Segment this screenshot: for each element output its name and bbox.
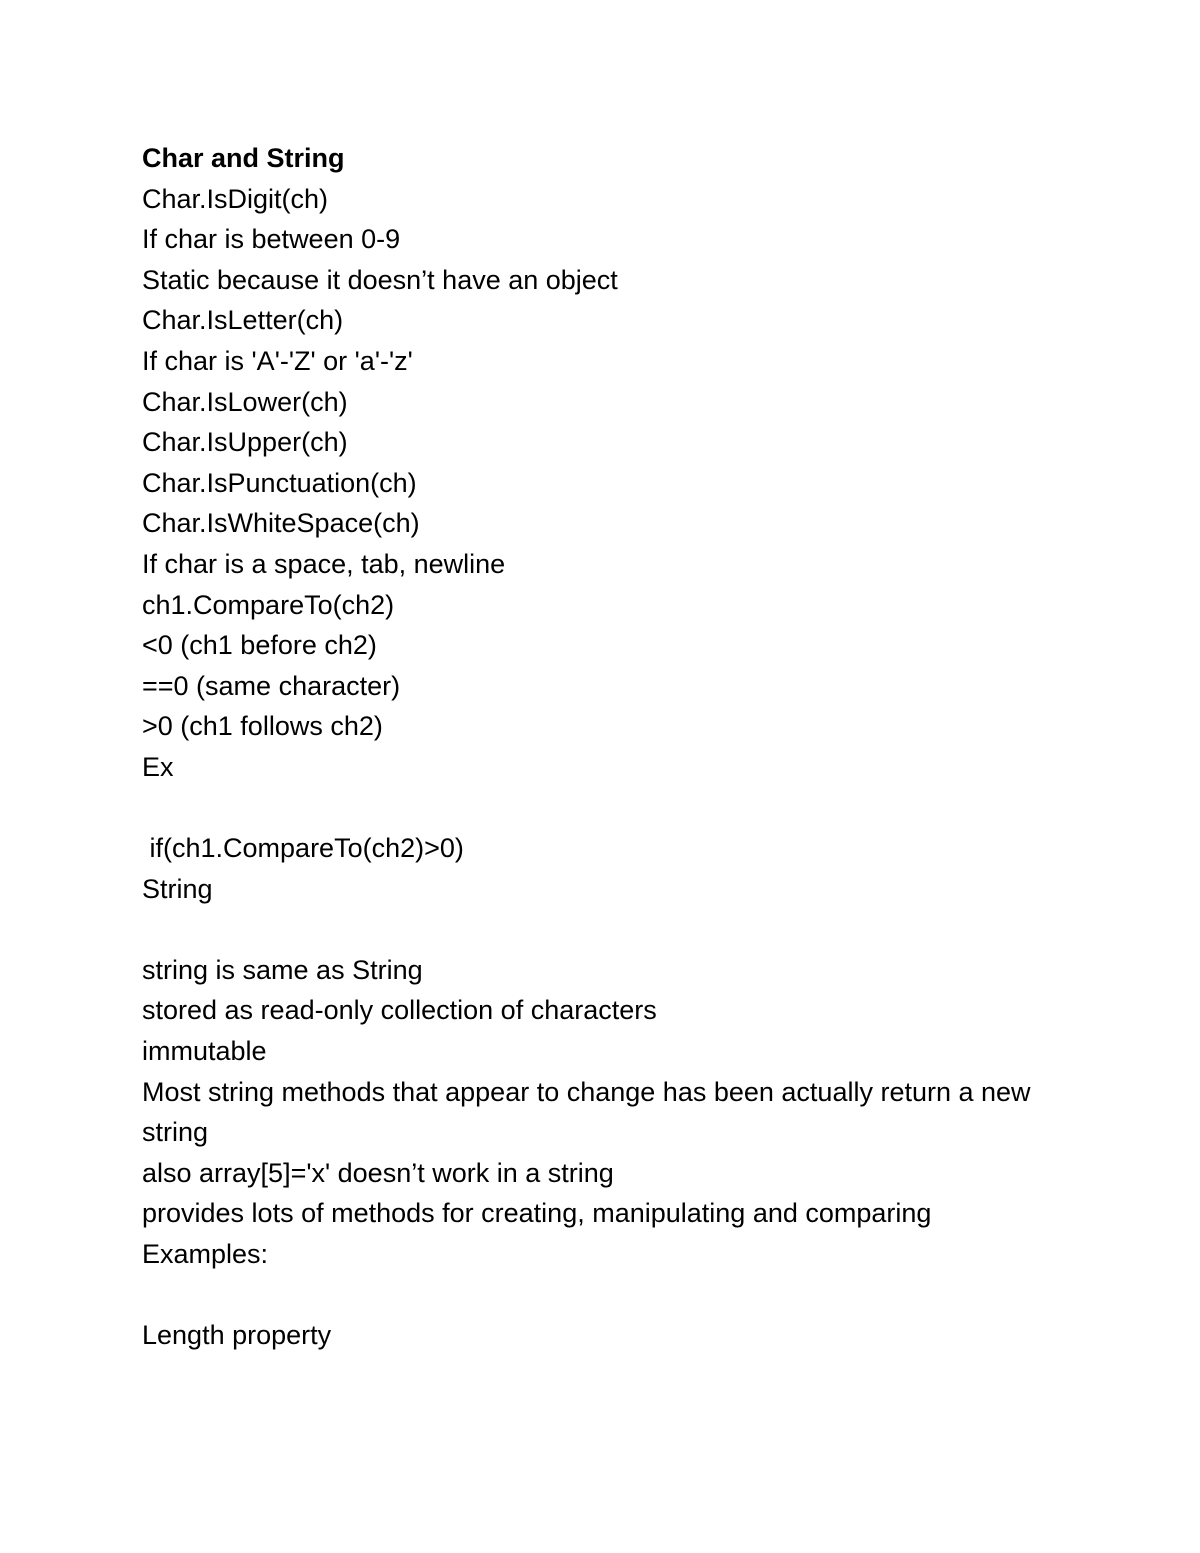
- blank-line: [142, 1275, 1102, 1316]
- code-line: if(ch1.CompareTo(ch2)>0): [142, 833, 464, 864]
- document-title: Char and String: [142, 143, 345, 173]
- text-line: ch1.CompareTo(ch2): [142, 589, 395, 620]
- text-line: >0 (ch1 follows ch2): [142, 711, 383, 742]
- text-line: Char.IsUpper(ch): [142, 427, 348, 458]
- text-line: Char.IsDigit(ch): [142, 183, 329, 214]
- text-line: string is same as String: [142, 954, 423, 985]
- text-line: Examples:: [142, 1239, 269, 1270]
- text-line: Static because it doesn’t have an object: [142, 264, 618, 295]
- text-line: <0 (ch1 before ch2): [142, 630, 377, 661]
- text-line: immutable: [142, 1036, 267, 1067]
- text-line: Length property: [142, 1320, 332, 1351]
- text-line: also array[5]='x' doesn’t work in a string: [142, 1157, 614, 1188]
- text-line: provides lots of methods for creating, manipulating and comparing: [142, 1198, 932, 1229]
- text-line: stored as read-only collection of characters: [142, 995, 657, 1026]
- text-line: If char is between 0-9: [142, 224, 401, 255]
- document-body: [142, 138, 1102, 1356]
- text-line: Char.IsLower(ch): [142, 386, 348, 417]
- text-line: If char is 'A'-'Z' or 'a'-'z': [142, 345, 413, 376]
- text-line: If char is a space, tab, newline: [142, 548, 506, 579]
- blank-line: [142, 788, 1102, 829]
- blank-line: [142, 909, 1102, 950]
- text-line: Char.IsPunctuation(ch): [142, 467, 417, 498]
- text-line: Char.IsLetter(ch): [142, 305, 344, 336]
- text-line: Ex: [142, 751, 174, 782]
- text-line: Char.IsWhiteSpace(ch): [142, 508, 420, 539]
- text-line: ==0 (same character): [142, 670, 401, 701]
- section-heading: String: [142, 873, 213, 904]
- text-line: Most string methods that appear to change has been actually return a new string: [142, 1076, 1031, 1148]
